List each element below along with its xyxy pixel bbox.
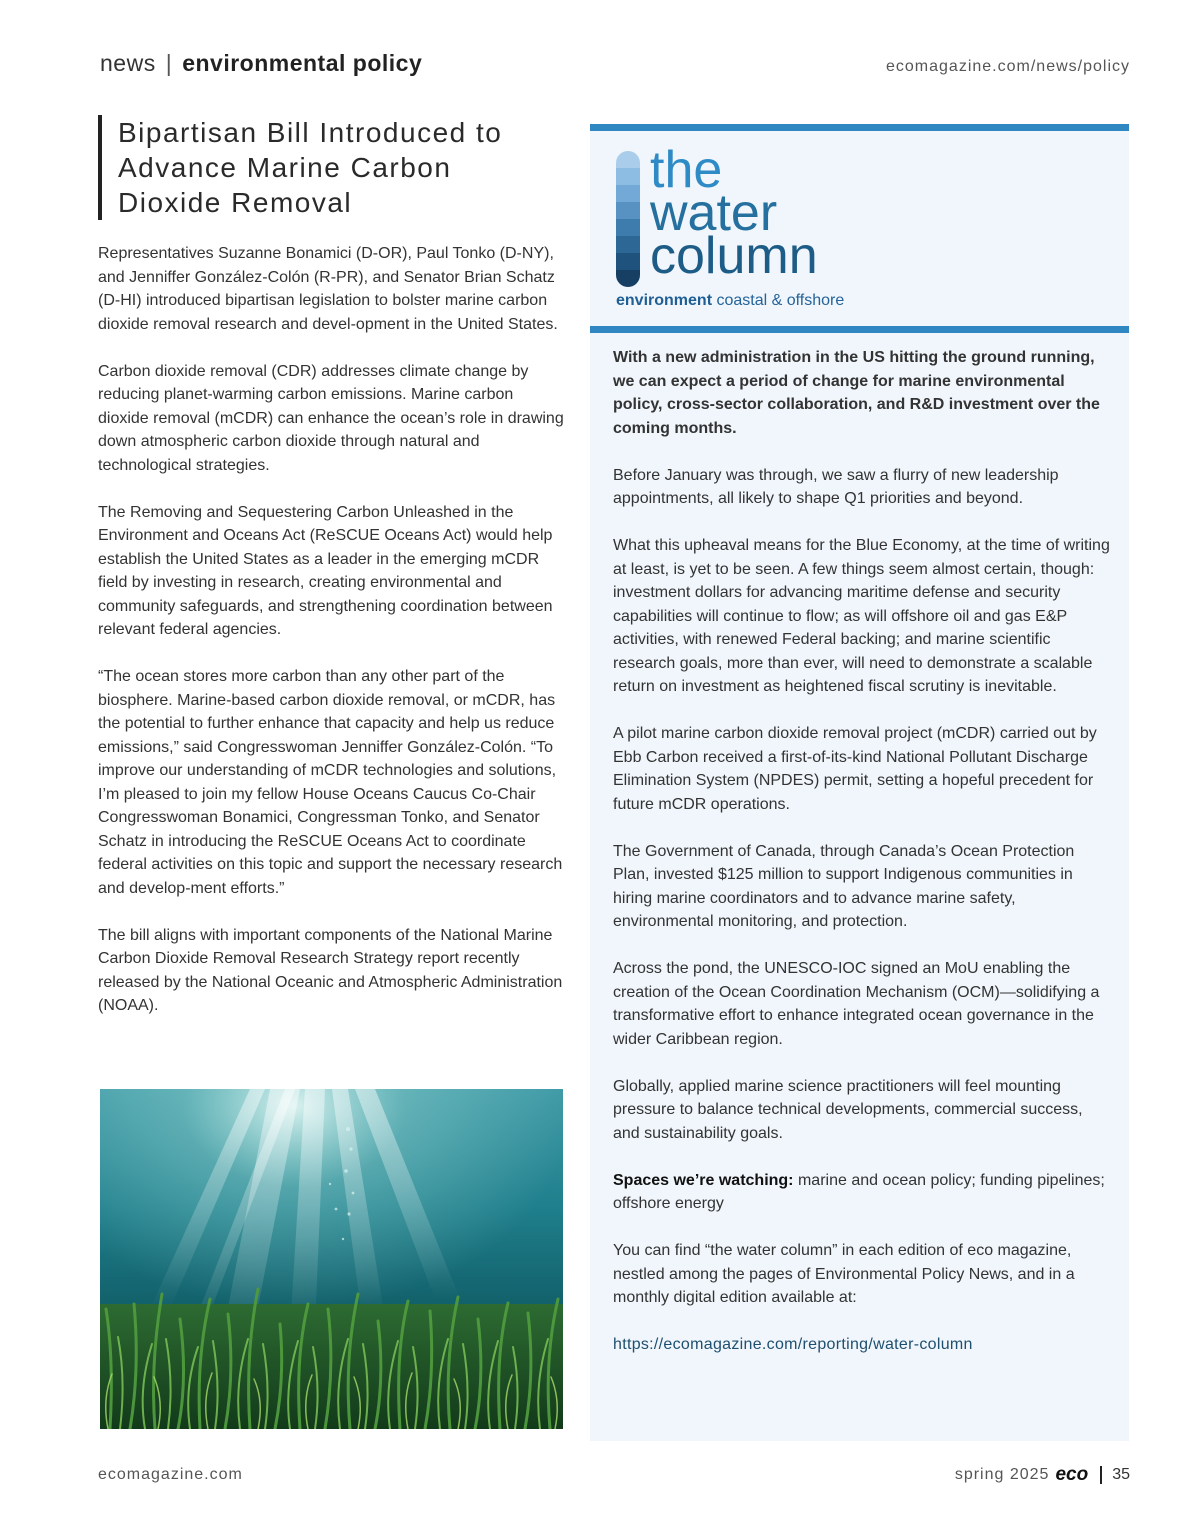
footer-site: ecomagazine.com [98, 1466, 243, 1483]
water-column-logo [590, 131, 1129, 326]
section-url: ecomagazine.com/news/policy [886, 58, 1130, 75]
section-divider: | [165, 50, 173, 76]
main-article [98, 115, 564, 1041]
section-topic: environmental policy [182, 50, 423, 76]
section-label [100, 50, 422, 77]
sidebar-body [613, 346, 1113, 1380]
logo-subtitle [616, 292, 844, 310]
article-paragraph: “The ocean stores more carbon than any other part of the biosphere. Marine-based carbon dioxide removal, or mCDR, has the potential to further enhance that capacity and help us reduce emissions,” said Congresswoman Jenniffer González-Colón. “To improve our understanding of mCDR technologies and solutions, I’m pleased to join my fellow House Oceans Caucus Co-Chair Congresswoman Bonamici, Congressman Tonko, and Senator Schatz in introducing the ReSCUE Oceans Act to coordinate federal activities on this topic and support the necessary research and develop-ment efforts.” [98, 668, 563, 897]
logo-subtitle-rest: coastal & offshore [712, 292, 845, 309]
sidebar-paragraph: The Government of Canada, through Canada’s Ocean Protection Plan, invested $125 million to support Indigenous communities in hiring marine coordinators and to advance marine safety, environmental monitoring, and protection. [613, 842, 1075, 930]
logo-subtitle-bold: environment [616, 292, 713, 309]
footer-divider [1100, 1466, 1102, 1484]
sidebar-closing: You can find “the water column” in each edition of eco magazine, nestled among the pages of Environmental Policy News, and in a monthly digital edition available at: [613, 1242, 1075, 1306]
sidebar-paragraph: Before January was through, we saw a flurry of new leadership appointments, all likely to shape Q1 priorities and beyond. [613, 466, 1059, 507]
watching-text: marine and ocean policy; funding pipelines; offshore energy [613, 1171, 1105, 1212]
watching-paragraph [613, 1169, 1113, 1216]
underwater-seagrass-photo [100, 1089, 563, 1429]
article-paragraph: Representatives Suzanne Bonamici (D-OR), Paul Tonko (D-NY), and Jenniffer González-Colón (R-PR), and Senator Brian Schatz (D-HI) introduced bipartisan legislation to bolster marine carbon dioxide removal research and devel-opment in the United States. [98, 245, 558, 333]
sidebar-paragraph: A pilot marine carbon dioxide removal project (mCDR) carried out by Ebb Carbon received a first-of-its-kind National Pollutant Discharge Elimination System (NPDES) permit, setting a hopeful precedent for future mCDR operations. [613, 725, 1097, 813]
logo-word-water: water [650, 184, 778, 242]
logo-wordmark [650, 141, 818, 285]
logo-word-column: column [650, 227, 818, 285]
watching-label: Spaces we’re watching: [613, 1171, 794, 1189]
sidebar-paragraph: Globally, applied marine science practitioners will feel mounting pressure to balance technical developments, commercial success, and sustainability goals. [613, 1077, 1083, 1142]
logo-word-the: the [650, 141, 723, 199]
headline-block [98, 115, 564, 220]
article-body [98, 242, 564, 1018]
article-paragraph: The Removing and Sequestering Carbon Unleashed in the Environment and Oceans Act (ReSCUE Oceans Act) would help establish the United States as a leader in the emerging mCDR field by investing in research, creating environmental and community safeguards, and strengthening coordination between relevant federal agencies. [98, 503, 553, 638]
footer-issue: spring 2025 [954, 1466, 1050, 1483]
water-depth-gradient-icon [616, 151, 640, 287]
section-name: news [100, 50, 156, 76]
sidebar-lede: With a new administration in the US hitting the ground running, we can expect a period of change for marine environmental policy, cross-sector collaboration, and R&D investment over the coming months. [613, 349, 1100, 437]
article-paragraph: The bill aligns with important components of the National Marine Carbon Dioxide Removal Research Strategy report recently released by the National Oceanic and Atmospheric Administration (NOAA). [98, 926, 563, 1014]
water-column-sidebar [590, 124, 1129, 1441]
article-headline: Bipartisan Bill Introduced to Advance Marine Carbon Dioxide Removal [118, 117, 503, 218]
footer-issue-info [955, 1464, 1130, 1486]
eco-logo: eco [1055, 1464, 1089, 1485]
sidebar-divider [590, 326, 1129, 333]
article-paragraph: Carbon dioxide removal (CDR) addresses climate change by reducing planet-warming carbon emissions. Marine carbon dioxide removal (mCDR) can enhance the ocean’s role in drawing down atmospheric carbon dioxide through natural and technological strategies. [98, 362, 564, 474]
sidebar-paragraph: Across the pond, the UNESCO-IOC signed an MoU enabling the creation of the Ocean Coordination Mechanism (OCM)—solidifying a transformative effort to enhance integrated ocean governance in the wider Caribbean region. [613, 960, 1100, 1048]
sidebar-paragraph: What this upheaval means for the Blue Economy, at the time of writing at least, is yet to be seen. A few things seem almost certain, though: investment dollars for advancing maritime defense and security capabilities will continue to flow; as will offshore oil and gas E&P activities, with renewed Federal backing; and marine scientific research goals, more than ever, will need to demonstrate a scalable return on investment as heightened fiscal scrutiny is inevitable. [613, 537, 1110, 695]
water-column-link[interactable]: https://ecomagazine.com/reporting/water-column [613, 1336, 973, 1353]
page-header [100, 50, 1130, 84]
page-number: 35 [1112, 1466, 1130, 1483]
